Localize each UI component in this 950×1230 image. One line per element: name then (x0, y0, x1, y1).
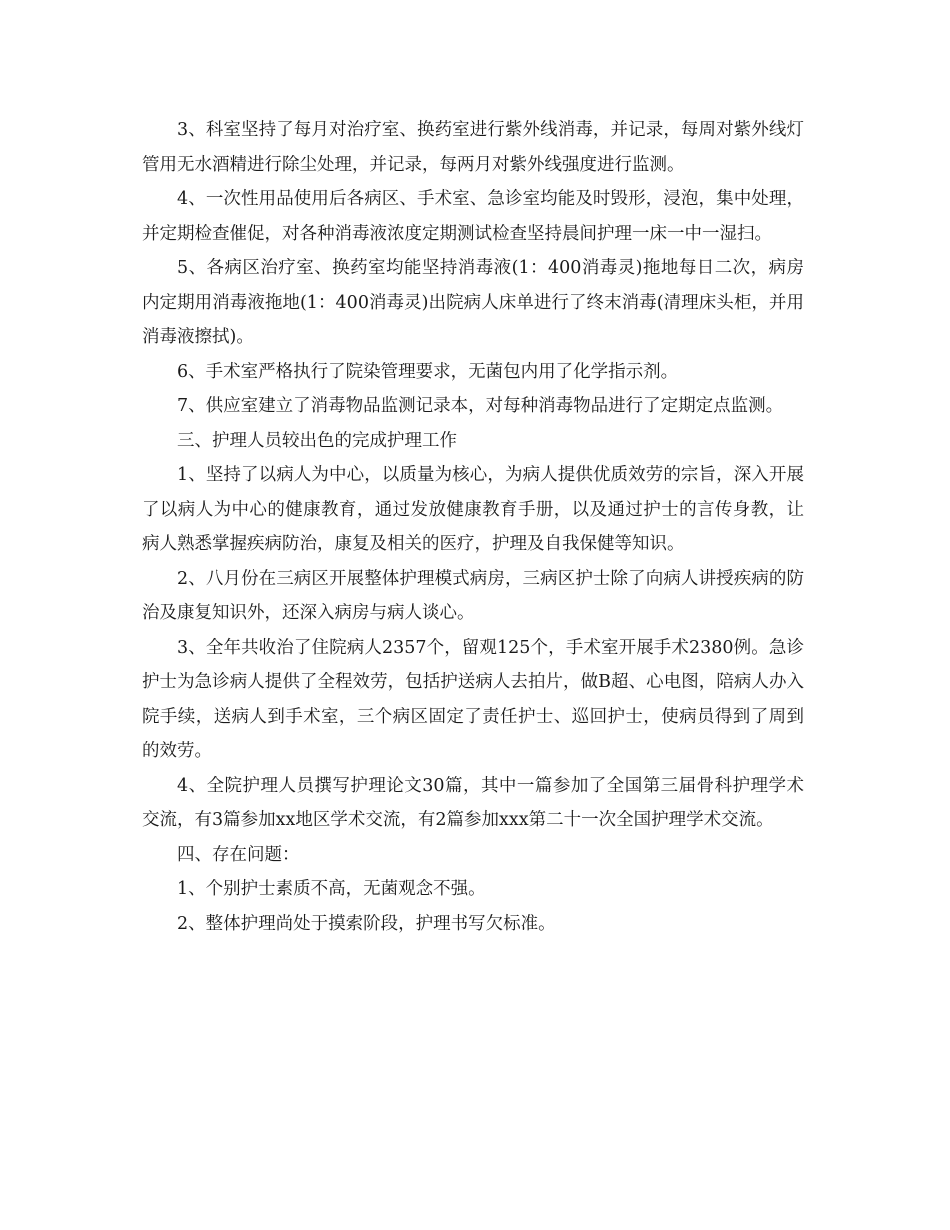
paragraph-operating-room: 6、手术室严格执行了院染管理要求，无菌包内用了化学指示剂。 (177, 361, 679, 382)
section-heading-problems: 四、存在问题： (177, 844, 300, 865)
paragraph-patient-centered: 1、坚持了以病人为中心，以质量为核心，为病人提供优质效劳的宗旨，深入开展了以病人为中心的健康教育，通过发放健康教育手册，以及通过护士的言传身教，让病人熟悉掌握疾病防治，康复及相关的医疗，护理及自我保健等知识。 (142, 465, 804, 554)
section-heading-nursing-work: 三、护理人员较出色的完成护理工作 (177, 430, 457, 451)
paragraph-disinfection-uv: 3、科室坚持了每月对治疗室、换药室进行紫外线消毒，并记录，每周对紫外线灯管用无水酒精进行除尘处理，并记录，每两月对紫外线强度进行监测。 (142, 120, 804, 175)
paragraph-holistic-ward: 2、八月份在三病区开展整体护理模式病房，三病区护士除了向病人讲授疾病的防治及康复知识外，还深入病房与病人谈心。 (142, 568, 804, 623)
paragraph-problem-1: 1、个别护士素质不高，无菌观念不强。 (177, 879, 486, 899)
paragraph-papers: 4、全院护理人员撰写护理论文30篇，其中一篇参加了全国第三届骨科护理学术交流，有3篇参加xx地区学术交流，有2篇参加xxx第二十一次全国护理学术交流。 (142, 775, 804, 830)
paragraph-disposable-items: 4、一次性用品使用后各病区、手术室、急诊室均能及时毁形，浸泡，集中处理，并定期检查催促，对各种消毒液浓度定期测试检查坚持晨间护理一床一中一湿扫。 (142, 189, 804, 244)
paragraph-supply-room: 7、供应室建立了消毒物品监测记录本，对每种消毒物品进行了定期定点监测。 (177, 396, 784, 416)
document-body (142, 113, 804, 941)
paragraph-annual-statistics: 3、全年共收治了住院病人2357个，留观125个，手术室开展手术2380例。急诊护士为急诊病人提供了全程效劳，包括护送病人去拍片，做B超、心电图，陪病人办入院手续，送病人到手术室，三个病区固定了责任护士、巡回护士，使病员得到了周到的效劳。 (142, 637, 804, 761)
paragraph-floor-disinfection: 5、各病区治疗室、换药室均能坚持消毒液(1：400消毒灵)拖地每日二次，病房内定期用消毒液拖地(1：400消毒灵)出院病人床单进行了终末消毒(清理床头柜，并用消毒液擦拭)。 (142, 258, 804, 347)
paragraph-problem-2: 2、整体护理尚处于摸索阶段，护理书写欠标准。 (177, 913, 556, 934)
